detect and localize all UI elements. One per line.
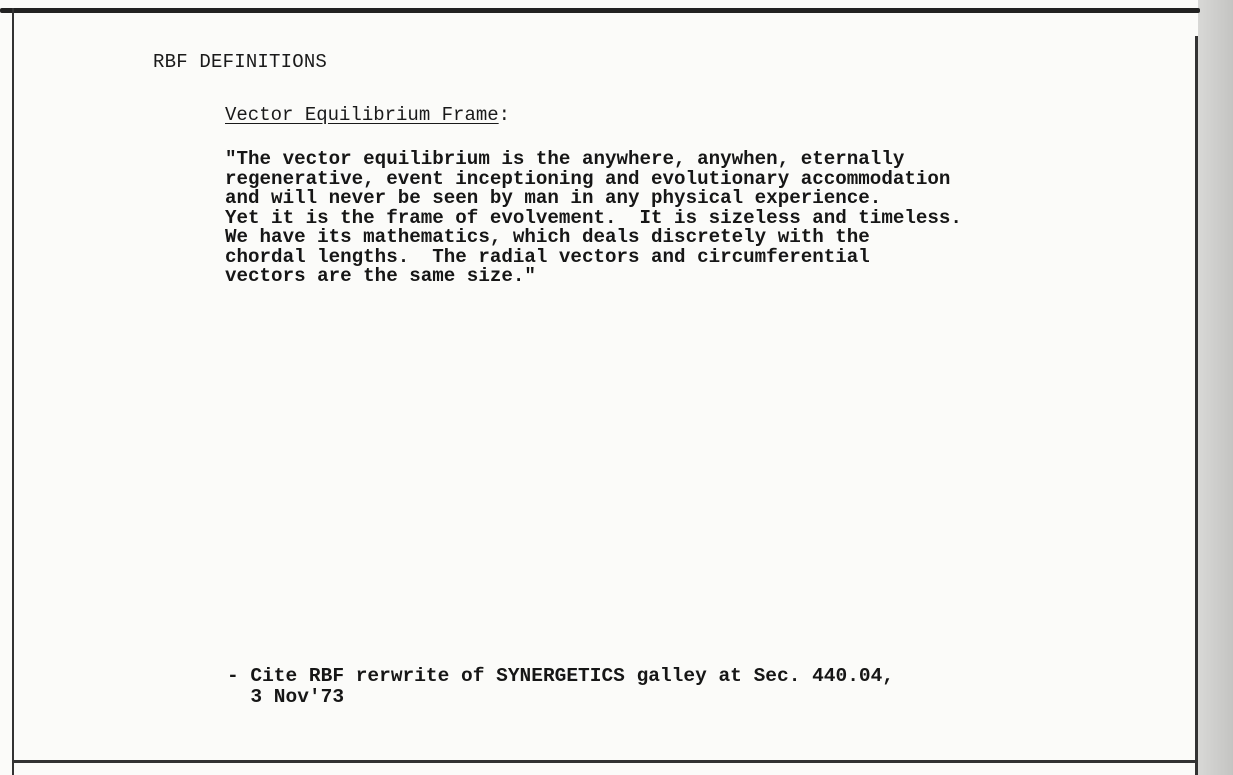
term-label: Vector Equilibrium Frame [225, 104, 499, 126]
quote-line: vectors are the same size." [225, 265, 536, 287]
citation-line: 3 Nov'73 [227, 686, 345, 708]
term-heading [225, 104, 510, 126]
right-margin-shadow [1198, 0, 1233, 775]
quote-line: Yet it is the frame of evolvement. It is sizeless and timeless. [225, 206, 962, 229]
quote-line: We have its mathematics, which deals discretely with the [225, 226, 870, 248]
card-right-border [1195, 36, 1198, 775]
card-left-border [12, 8, 14, 775]
quote-line: and will never be seen by man in any physical experience. [225, 187, 882, 209]
citation-line: - Cite RBF rerwrite of SYNERGETICS galley at Sec. 440.04, [227, 665, 895, 687]
card-top-border [0, 8, 1200, 13]
quote-line: regenerative, event inceptioning and evolutionary accommodation [225, 167, 951, 190]
quote-line: chordal lengths. The radial vectors and circumferential [225, 245, 870, 268]
card-bottom-border [12, 760, 1198, 763]
citation [227, 666, 894, 708]
quote-line: "The vector equilibrium is the anywhere, anywhen, eternally [225, 148, 905, 170]
page-title: RBF DEFINITIONS [153, 51, 328, 73]
term-suffix: : [498, 104, 511, 126]
definition-quote [225, 150, 962, 287]
